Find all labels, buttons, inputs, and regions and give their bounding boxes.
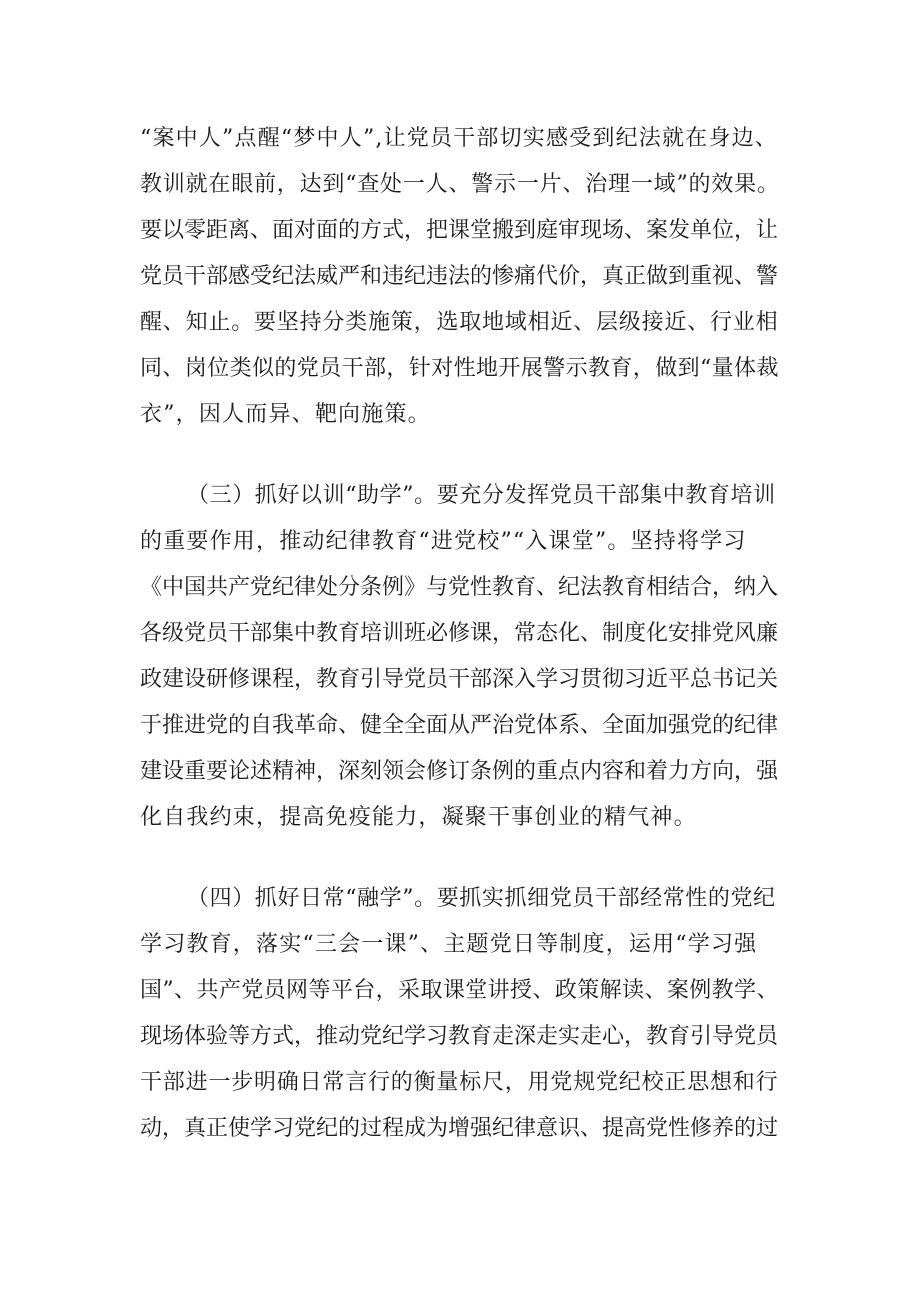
paragraph-3-line-3: 国”、共产党员网等平台，采取课堂讲授、政策解读、案例教学、 <box>140 978 779 1003</box>
paragraph-2-line-4: 各级党员干部集中教育培训班必修课，常态化、制度化安排党风廉 <box>140 621 779 646</box>
paragraph-2-line-7: 建设重要论述精神，深刻领会修订条例的重点内容和着力方向，强 <box>140 759 779 784</box>
paragraph-1-line-1: “案中人”点醒“梦中人”,让党员干部切实感受到纪法就在身边、 <box>140 126 778 151</box>
paragraph-1-line-3: 要以零距离、面对面的方式，把课堂搬到庭审现场、案发单位，让 <box>140 218 779 243</box>
paragraph-2-line-6: 于推进党的自我革命、健全全面从严治党体系、全面加强党的纪律 <box>140 713 779 738</box>
paragraph-2-line-3: 《中国共产党纪律处分条例》与党性教育、纪法教育相结合，纳入 <box>140 575 779 600</box>
paragraph-3-line-5: 干部进一步明确日常言行的衡量标尺，用党规党纪校正思想和行 <box>140 1070 779 1095</box>
paragraph-1-line-7: 衣”，因人而异、靶向施策。 <box>140 402 431 427</box>
paragraph-2-line-8: 化自我约束，提高免疫能力，凝聚干事创业的精气神。 <box>140 805 697 830</box>
paragraph-3-line-6: 动，真正使学习党纪的过程成为增强纪律意识、提高党性修养的过 <box>140 1116 779 1141</box>
paragraph-1-line-2: 教训就在眼前，达到“查处一人、警示一片、治理一域”的效果。 <box>140 172 780 197</box>
paragraph-1-line-4: 党员干部感受纪法威严和违纪违法的惨痛代价，真正做到重视、警 <box>140 264 779 289</box>
paragraph-2-line-2: 的重要作用，推动纪律教育“进党校”“入课堂”。坚持将学习 <box>140 529 747 554</box>
paragraph-3-line-2: 学习教育，落实“三会一课”、主题党日等制度，运用“学习强 <box>140 932 758 957</box>
paragraph-1-line-5: 醒、知止。要坚持分类施策，选取地域相近、层级接近、行业相 <box>140 310 779 335</box>
paragraph-1-line-6: 同、岗位类似的党员干部，针对性地开展警示教育，做到“量体裁 <box>140 356 779 381</box>
paragraph-3-line-4: 现场体验等方式，推动党纪学习教育走深走实走心，教育引导党员 <box>140 1024 779 1049</box>
paragraph-2-line-1: （三）抓好以训“助学”。要充分发挥党员干部集中教育培训 <box>187 483 776 508</box>
paragraph-2-line-5: 政建设研修课程，教育引导党员干部深入学习贯彻习近平总书记关 <box>140 667 779 692</box>
paragraph-3-line-1: （四）抓好日常“融学”。要抓实抓细党员干部经常性的党纪 <box>187 886 776 911</box>
